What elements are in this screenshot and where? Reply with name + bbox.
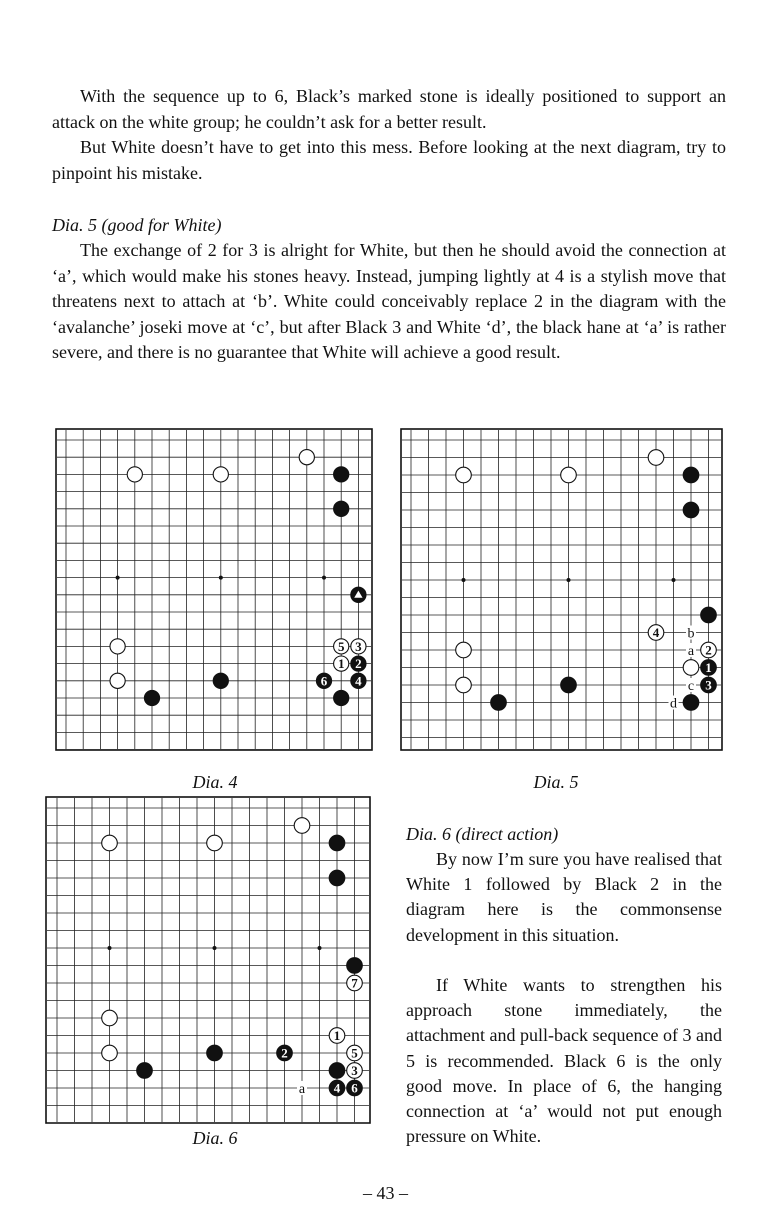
white-stone-2 <box>701 642 717 658</box>
black-stone <box>347 958 363 974</box>
black-stone-6 <box>347 1080 363 1096</box>
dia5-label: Dia. 5 <box>533 772 579 792</box>
black-stone <box>334 501 349 516</box>
white-stone-5 <box>347 1045 363 1061</box>
star-point <box>213 946 217 950</box>
dia5-heading: Dia. 5 (good for White) <box>52 215 222 235</box>
white-stone <box>207 835 223 851</box>
svg-text:1: 1 <box>337 656 345 672</box>
go-diagram-dia5 <box>400 428 723 751</box>
white-stone <box>102 1045 118 1061</box>
white-stone <box>127 467 142 482</box>
white-stone <box>102 835 118 851</box>
white-stone <box>110 673 125 688</box>
black-stone-marked <box>351 587 366 602</box>
white-stone-1 <box>334 656 349 671</box>
svg-text:3: 3 <box>705 677 712 693</box>
star-point <box>567 578 571 582</box>
svg-text:4: 4 <box>333 1080 341 1096</box>
svg-text:6: 6 <box>351 1080 358 1096</box>
point-label-a: a <box>298 1082 306 1097</box>
black-stone <box>329 870 345 886</box>
black-stone <box>137 1063 153 1079</box>
svg-text:4: 4 <box>355 673 362 689</box>
white-stone <box>683 660 699 676</box>
point-label-c: c <box>687 679 695 694</box>
dia4-label: Dia. 4 <box>192 772 238 792</box>
black-stone <box>701 607 717 623</box>
star-point <box>322 576 326 580</box>
white-stone-4 <box>648 625 664 641</box>
black-stone <box>683 502 699 518</box>
black-stone <box>334 690 349 705</box>
black-stone-4 <box>351 673 366 688</box>
svg-text:2: 2 <box>281 1045 288 1061</box>
star-point <box>672 578 676 582</box>
black-stone <box>144 690 159 705</box>
svg-text:4: 4 <box>652 625 660 640</box>
black-stone <box>329 1063 345 1079</box>
svg-text:3: 3 <box>355 638 362 654</box>
svg-text:2: 2 <box>705 642 712 658</box>
svg-text:7: 7 <box>351 975 358 991</box>
black-stone <box>329 835 345 851</box>
go-diagram-dia4 <box>55 428 373 751</box>
go-diagram-dia6 <box>45 796 371 1124</box>
white-stone-3 <box>351 639 366 654</box>
white-stone <box>294 818 310 834</box>
black-stone-6 <box>316 673 331 688</box>
black-stone <box>213 673 228 688</box>
star-point <box>116 576 120 580</box>
dia6-label: Dia. 6 <box>192 1128 238 1148</box>
paragraph-dia5: The exchange of 2 for 3 is alright for White, but then he should avoid the connection at ‘a’, which would make his stones heavy. Instead, jumping lightly at 4 is a stylish move that threatens next to attach at ‘b’. White could conceivably replace 2 in the diagram with the ‘avalanche’ joseki move at ‘c’, but after Black 3 and White ‘d’, the black hane at ‘a’ is rather severe, and there is no guarantee that White will achieve a good result. <box>52 240 726 362</box>
white-stone-7 <box>347 975 363 991</box>
star-point <box>108 946 112 950</box>
black-stone <box>683 695 699 711</box>
black-stone <box>491 695 507 711</box>
white-stone <box>102 1010 118 1026</box>
svg-text:1: 1 <box>705 660 712 675</box>
paragraph-dia6-first: By now I’m sure you have realised that White 1 followed by Black 2 in the diagram here is the commonsense development in this situation. <box>406 849 722 945</box>
black-stone-2 <box>277 1045 293 1061</box>
white-stone <box>299 450 314 465</box>
white-stone-3 <box>347 1063 363 1079</box>
white-stone <box>213 467 228 482</box>
white-stone-5 <box>334 639 349 654</box>
white-stone <box>648 450 664 466</box>
svg-text:1: 1 <box>333 1028 341 1043</box>
star-point <box>219 576 223 580</box>
white-stone <box>456 642 472 658</box>
star-point <box>318 946 322 950</box>
point-label-d: d <box>670 696 677 712</box>
svg-text:5: 5 <box>337 638 345 654</box>
white-stone <box>561 467 577 483</box>
white-stone-1 <box>329 1028 345 1044</box>
page-number: – 43 – <box>363 1183 408 1203</box>
svg-text:6: 6 <box>320 673 328 689</box>
point-label-b: b <box>687 626 695 642</box>
black-stone-3 <box>701 677 717 693</box>
star-point <box>462 578 466 582</box>
white-stone <box>456 467 472 483</box>
svg-text:5: 5 <box>351 1045 358 1061</box>
black-stone <box>561 677 577 693</box>
svg-text:2: 2 <box>355 656 362 672</box>
point-label-a: a <box>687 644 695 659</box>
white-stone <box>456 677 472 693</box>
black-stone <box>207 1045 223 1061</box>
paragraph-dia6-second: If White wants to strengthen his approach stone immediately, the attachment and pull-back sequence of 3 and 5 is recommended. Black 6 is the only good move. In place of 6, the hanging connection at ‘a’ would not put enough pressure on White. <box>406 975 722 1147</box>
black-stone-1 <box>701 660 717 676</box>
black-stone-2 <box>351 656 366 671</box>
black-stone <box>683 467 699 483</box>
white-stone <box>110 639 125 654</box>
svg-text:3: 3 <box>351 1063 358 1078</box>
paragraph-mistake: But White doesn’t have to get into this mess. Before looking at the next diagram, try to pinpoint his mistake. <box>52 137 726 183</box>
black-stone-4 <box>329 1080 345 1096</box>
paragraph-intro: With the sequence up to 6, Black’s marked stone is ideally positioned to support an attack on the white group; he couldn’t ask for a better result. <box>52 86 726 132</box>
dia6-heading: Dia. 6 (direct action) <box>406 824 559 844</box>
black-stone <box>334 467 349 482</box>
